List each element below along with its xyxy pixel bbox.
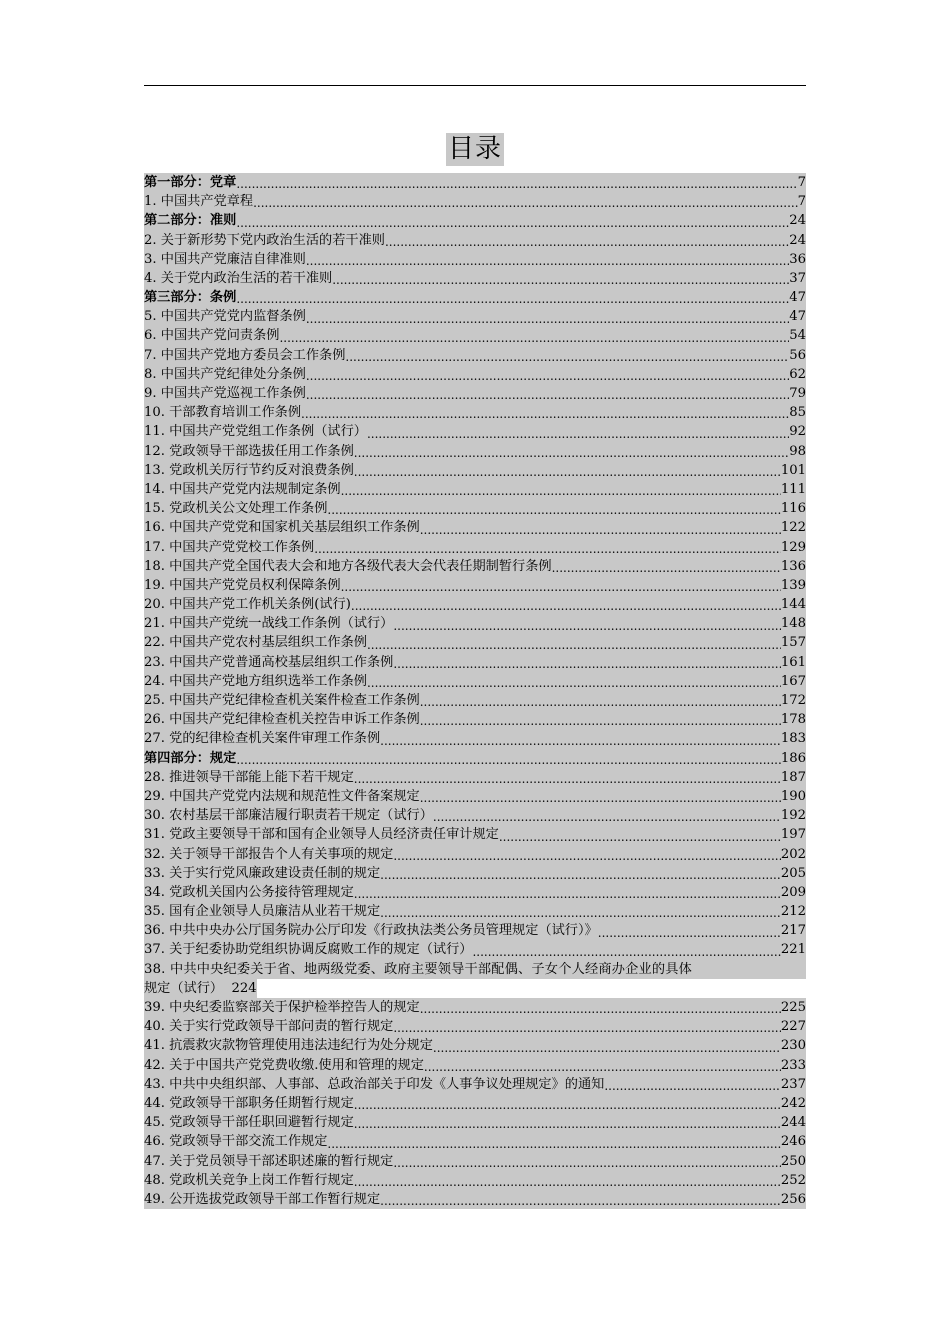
toc-dot-leader	[327, 499, 780, 518]
toc-entry-label: 13. 党政机关厉行节约反对浪费条例	[144, 461, 354, 480]
toc-entry-page: 202	[781, 845, 806, 864]
toc-entry[interactable]	[144, 672, 806, 691]
toc-entry-page: 37	[789, 269, 806, 288]
toc-dot-leader	[354, 883, 781, 902]
toc-entry[interactable]	[144, 518, 806, 537]
toc-entry-label: 22. 中国共产党农村基层组织工作条例	[144, 634, 367, 653]
toc-entry[interactable]	[144, 192, 806, 211]
toc-entry[interactable]	[144, 384, 806, 403]
toc-entry-page: 167	[781, 672, 806, 691]
toc-entry-page: 221	[781, 941, 806, 960]
toc-dot-leader	[380, 729, 781, 748]
toc-entry-label: 21. 中国共产党统一战线工作条例（试行）	[144, 614, 393, 633]
toc-entry[interactable]	[144, 902, 806, 921]
toc-dot-leader	[236, 173, 797, 192]
toc-entry-label: 17. 中国共产党党校工作条例	[144, 538, 314, 557]
toc-entry[interactable]	[144, 921, 806, 940]
toc-entry-page: 7	[798, 192, 806, 211]
toc-entry-label: 43. 中共中央组织部、人事部、总政治部关于印发《人事争议处理规定》的通知	[144, 1075, 604, 1094]
toc-entry-page: 122	[781, 518, 806, 537]
toc-entry-page: 161	[781, 653, 806, 672]
toc-entry-label: 7. 中国共产党地方委员会工作条例	[144, 346, 345, 365]
toc-entry[interactable]	[144, 576, 806, 595]
toc-dot-leader	[598, 921, 781, 940]
toc-entry-label: 10. 干部教育培训工作条例	[144, 403, 301, 422]
toc-entry[interactable]	[144, 845, 806, 864]
toc-entry[interactable]	[144, 825, 806, 844]
toc-entry-page: 190	[781, 787, 806, 806]
toc-entry-page: 98	[789, 442, 806, 461]
toc-entry[interactable]	[144, 864, 806, 883]
toc-entry-label: 46. 党政领导干部交流工作规定	[144, 1132, 327, 1151]
toc-entry-label: 42. 关于中国共产党党费收缴.使用和管理的规定	[144, 1056, 424, 1075]
toc-entry[interactable]	[144, 250, 806, 269]
toc-entry-page: 230	[781, 1036, 806, 1055]
toc-entry-page: 111	[781, 480, 806, 499]
toc-entry[interactable]	[144, 1056, 806, 1075]
toc-entry-page: 139	[781, 576, 806, 595]
toc-dot-leader	[306, 365, 789, 384]
toc-dot-leader	[385, 231, 789, 250]
toc-dot-leader	[354, 1171, 781, 1190]
toc-dot-leader	[354, 1113, 781, 1132]
toc-dot-leader	[420, 518, 781, 537]
toc-dot-leader	[604, 1075, 780, 1094]
toc-section-heading[interactable]	[144, 173, 806, 192]
toc-entry[interactable]	[144, 1094, 806, 1113]
toc-entry-page: 101	[781, 461, 806, 480]
toc-dot-leader	[552, 557, 781, 576]
toc-entry[interactable]	[144, 1017, 806, 1036]
toc-entry-label: 47. 关于党员领导干部述职述廉的暂行规定	[144, 1152, 393, 1171]
toc-entry-page: 24	[789, 211, 806, 230]
toc-entry-label: 36. 中共中央办公厅国务院办公厅印发《行政执法类公务员管理规定（试行）》	[144, 921, 598, 940]
toc-entry[interactable]	[144, 653, 806, 672]
toc-entry[interactable]	[144, 557, 806, 576]
toc-section-label: 第二部分：准则	[144, 211, 236, 230]
toc-entry-page: 237	[781, 1075, 806, 1094]
toc-entry-label: 26. 中国共产党纪律检查机关控告申诉工作条例	[144, 710, 420, 729]
toc-entry[interactable]	[144, 499, 806, 518]
toc-dot-leader	[393, 653, 780, 672]
toc-entry[interactable]	[144, 729, 806, 748]
toc-entry-page: 54	[789, 327, 806, 346]
toc-entry-label: 1. 中国共产党章程	[144, 192, 253, 211]
toc-entry[interactable]	[144, 269, 806, 288]
toc-entry[interactable]	[144, 422, 806, 441]
toc-dot-leader	[420, 691, 781, 710]
toc-entry-page: 197	[781, 825, 806, 844]
toc-entry[interactable]	[144, 710, 806, 729]
toc-entry-page: 209	[781, 883, 806, 902]
toc-dot-leader	[306, 307, 789, 326]
toc-entry[interactable]	[144, 346, 806, 365]
toc-entry[interactable]	[144, 806, 806, 825]
toc-entry-page: 144	[781, 595, 806, 614]
toc-dot-leader	[393, 845, 780, 864]
toc-entry-label: 37. 关于纪委协助党组织协调反腐败工作的规定（试行）	[144, 941, 472, 960]
toc-entry-page: 56	[789, 346, 806, 365]
toc-entry-label: 6. 中国共产党问责条例	[144, 327, 279, 346]
toc-entry-label: 3. 中国共产党廉洁自律准则	[144, 250, 306, 269]
toc-entry[interactable]	[144, 1036, 806, 1055]
toc-entry-label: 4. 关于党内政治生活的若干准则	[144, 269, 332, 288]
toc-dot-leader	[351, 595, 781, 614]
toc-entry-page: 85	[789, 403, 806, 422]
toc-entry-page: 224	[231, 980, 257, 996]
toc-dot-leader	[420, 710, 781, 729]
toc-entry-label: 48. 党政机关竞争上岗工作暂行规定	[144, 1171, 354, 1190]
toc-dot-leader	[341, 576, 781, 595]
toc-entry[interactable]	[144, 538, 806, 557]
toc-dot-leader	[393, 614, 780, 633]
toc-entry[interactable]	[144, 960, 806, 998]
toc-entry-page: 92	[789, 422, 806, 441]
toc-entry[interactable]	[144, 883, 806, 902]
toc-entry-label: 34. 党政机关国内公务接待管理规定	[144, 883, 354, 902]
toc-entry-page: 172	[781, 691, 806, 710]
toc-entry-label: 33. 关于实行党风廉政建设责任制的规定	[144, 864, 380, 883]
toc-dot-leader	[424, 1056, 781, 1075]
toc-entry[interactable]	[144, 442, 806, 461]
toc-entry-label: 19. 中国共产党党员权利保障条例	[144, 576, 341, 595]
toc-entry-label: 27. 党的纪律检查机关案件审理工作条例	[144, 729, 380, 748]
toc-entry[interactable]	[144, 365, 806, 384]
toc-title-container	[0, 133, 950, 166]
toc-section-heading[interactable]	[144, 288, 806, 307]
toc-entry[interactable]	[144, 461, 806, 480]
toc-entry-label: 39. 中央纪委监察部关于保护检举控告人的规定	[144, 998, 420, 1017]
toc-entry-label: 25. 中国共产党纪律检查机关案件检查工作条例	[144, 691, 420, 710]
toc-dot-leader	[420, 998, 781, 1017]
toc-entry-page: 227	[781, 1017, 806, 1036]
toc-dot-leader	[327, 1132, 780, 1151]
toc-entry-label: 38. 中共中央纪委关于省、地两级党委、政府主要领导干部配偶、子女个人经商办企业的具体	[144, 960, 806, 979]
toc-dot-leader	[236, 749, 781, 768]
toc-entry[interactable]	[144, 1075, 806, 1094]
toc-entry-page: 252	[781, 1171, 806, 1190]
toc-entry[interactable]	[144, 231, 806, 250]
toc-section-label: 第四部分：规定	[144, 749, 236, 768]
toc-entry-page: 217	[781, 921, 806, 940]
toc-entry[interactable]	[144, 614, 806, 633]
toc-dot-leader	[306, 250, 789, 269]
toc-entry-label: 20. 中国共产党工作机关条例(试行)	[144, 595, 351, 614]
toc-entry[interactable]	[144, 787, 806, 806]
toc-entry-page: 178	[781, 710, 806, 729]
toc-dot-leader	[354, 768, 781, 787]
toc-entry-label: 30. 农村基层干部廉洁履行职责若干规定（试行）	[144, 806, 433, 825]
toc-dot-leader	[354, 461, 781, 480]
toc-entry-label: 32. 关于领导干部报告个人有关事项的规定	[144, 845, 393, 864]
toc-entry-page: 244	[781, 1113, 806, 1132]
toc-entry-page: 62	[789, 365, 806, 384]
toc-entry-page: 246	[781, 1132, 806, 1151]
toc-entry-label: 11. 中国共产党党组工作条例（试行）	[144, 422, 367, 441]
toc-dot-leader	[354, 442, 789, 461]
toc-entry-label-continued	[144, 979, 257, 998]
toc-entry-page: 242	[781, 1094, 806, 1113]
table-of-contents	[144, 173, 806, 1209]
toc-entry[interactable]	[144, 634, 806, 653]
toc-dot-leader	[380, 1190, 781, 1209]
toc-entry-page: 157	[781, 634, 806, 653]
toc-entry-label: 2. 关于新形势下党内政治生活的若干准则	[144, 231, 385, 250]
toc-dot-leader	[354, 1094, 781, 1113]
toc-section-heading[interactable]	[144, 749, 806, 768]
toc-entry-label: 16. 中国共产党党和国家机关基层组织工作条例	[144, 518, 420, 537]
header-rule	[144, 85, 806, 86]
toc-entry-page: 116	[781, 499, 806, 518]
toc-entry[interactable]	[144, 595, 806, 614]
toc-entry-page: 7	[798, 173, 806, 192]
toc-entry-label: 44. 党政领导干部职务任期暂行规定	[144, 1094, 354, 1113]
toc-dot-leader	[345, 346, 789, 365]
toc-entry-label: 45. 党政领导干部任职回避暂行规定	[144, 1113, 354, 1132]
toc-entry-label: 15. 党政机关公文处理工作条例	[144, 499, 327, 518]
toc-entry-label: 40. 关于实行党政领导干部问责的暂行规定	[144, 1017, 393, 1036]
toc-dot-leader	[236, 288, 789, 307]
toc-entry-page: 250	[781, 1152, 806, 1171]
toc-entry-page: 79	[789, 384, 806, 403]
toc-entry-label: 24. 中国共产党地方组织选举工作条例	[144, 672, 367, 691]
toc-dot-leader	[367, 672, 781, 691]
toc-entry-label: 12. 党政领导干部选拔任用工作条例	[144, 442, 354, 461]
toc-dot-leader	[279, 327, 789, 346]
toc-entry-label: 28. 推进领导干部能上能下若干规定	[144, 768, 354, 787]
toc-dot-leader	[472, 941, 780, 960]
toc-entry-label: 49. 公开选拔党政领导干部工作暂行规定	[144, 1190, 380, 1209]
toc-entry-page: 24	[789, 231, 806, 250]
toc-entry-label: 41. 抗震救灾款物管理使用违法违纪行为处分规定	[144, 1036, 433, 1055]
toc-dot-leader	[393, 1152, 780, 1171]
toc-dot-leader	[367, 634, 781, 653]
toc-entry-page: 129	[781, 538, 806, 557]
toc-entry-label: 35. 国有企业领导人员廉洁从业若干规定	[144, 902, 380, 921]
toc-entry[interactable]	[144, 403, 806, 422]
toc-entry-page: 212	[781, 902, 806, 921]
toc-entry-label: 8. 中国共产党纪律处分条例	[144, 365, 306, 384]
toc-dot-leader	[236, 211, 789, 230]
toc-dot-leader	[499, 825, 781, 844]
toc-entry[interactable]	[144, 1113, 806, 1132]
toc-entry-page: 186	[781, 749, 806, 768]
toc-entry[interactable]	[144, 691, 806, 710]
toc-entry[interactable]	[144, 1171, 806, 1190]
toc-entry[interactable]	[144, 941, 806, 960]
toc-entry-page: 36	[789, 250, 806, 269]
toc-entry-label-part: 规定（试行）	[144, 980, 224, 996]
toc-dot-leader	[253, 192, 798, 211]
toc-dot-leader	[393, 1017, 780, 1036]
toc-entry-page: 233	[781, 1056, 806, 1075]
toc-dot-leader	[332, 269, 789, 288]
toc-entry[interactable]	[144, 768, 806, 787]
toc-entry[interactable]	[144, 480, 806, 499]
toc-section-label: 第一部分：党章	[144, 173, 236, 192]
toc-dot-leader	[314, 538, 781, 557]
toc-entry-page: 225	[781, 998, 806, 1017]
toc-entry[interactable]	[144, 327, 806, 346]
toc-entry-label: 18. 中国共产党全国代表大会和地方各级代表大会代表任期制暂行条例	[144, 557, 552, 576]
toc-dot-leader	[433, 806, 781, 825]
toc-section-label: 第三部分：条例	[144, 288, 236, 307]
toc-entry-label: 5. 中国共产党党内监督条例	[144, 307, 306, 326]
toc-dot-leader	[433, 1036, 781, 1055]
toc-entry-page: 256	[781, 1190, 806, 1209]
toc-dot-leader	[367, 422, 789, 441]
toc-entry[interactable]	[144, 1190, 806, 1209]
toc-entry-page: 136	[781, 557, 806, 576]
toc-entry-page: 192	[781, 806, 806, 825]
toc-entry-page: 47	[789, 288, 806, 307]
toc-entry-label: 14. 中国共产党党内法规制定条例	[144, 480, 341, 499]
toc-entry-label: 29. 中国共产党党内法规和规范性文件备案规定	[144, 787, 420, 806]
toc-entry-label: 9. 中国共产党巡视工作条例	[144, 384, 306, 403]
toc-entry-label: 31. 党政主要领导干部和国有企业领导人员经济责任审计规定	[144, 825, 499, 844]
toc-title: 目录	[447, 134, 502, 164]
toc-dot-leader	[301, 403, 789, 422]
toc-entry-label: 23. 中国共产党普通高校基层组织工作条例	[144, 653, 393, 672]
toc-entry[interactable]	[144, 1152, 806, 1171]
toc-section-heading[interactable]	[144, 211, 806, 230]
toc-dot-leader	[380, 864, 781, 883]
toc-dot-leader	[341, 480, 781, 499]
toc-entry[interactable]	[144, 307, 806, 326]
toc-entry-page: 187	[781, 768, 806, 787]
toc-dot-leader	[420, 787, 781, 806]
toc-dot-leader	[306, 384, 789, 403]
toc-entry-page: 47	[789, 307, 806, 326]
toc-entry-page: 148	[781, 614, 806, 633]
toc-entry-page: 183	[781, 729, 806, 748]
toc-dot-leader	[380, 902, 781, 921]
toc-entry[interactable]	[144, 998, 806, 1017]
toc-entry-page: 205	[781, 864, 806, 883]
toc-entry[interactable]	[144, 1132, 806, 1151]
